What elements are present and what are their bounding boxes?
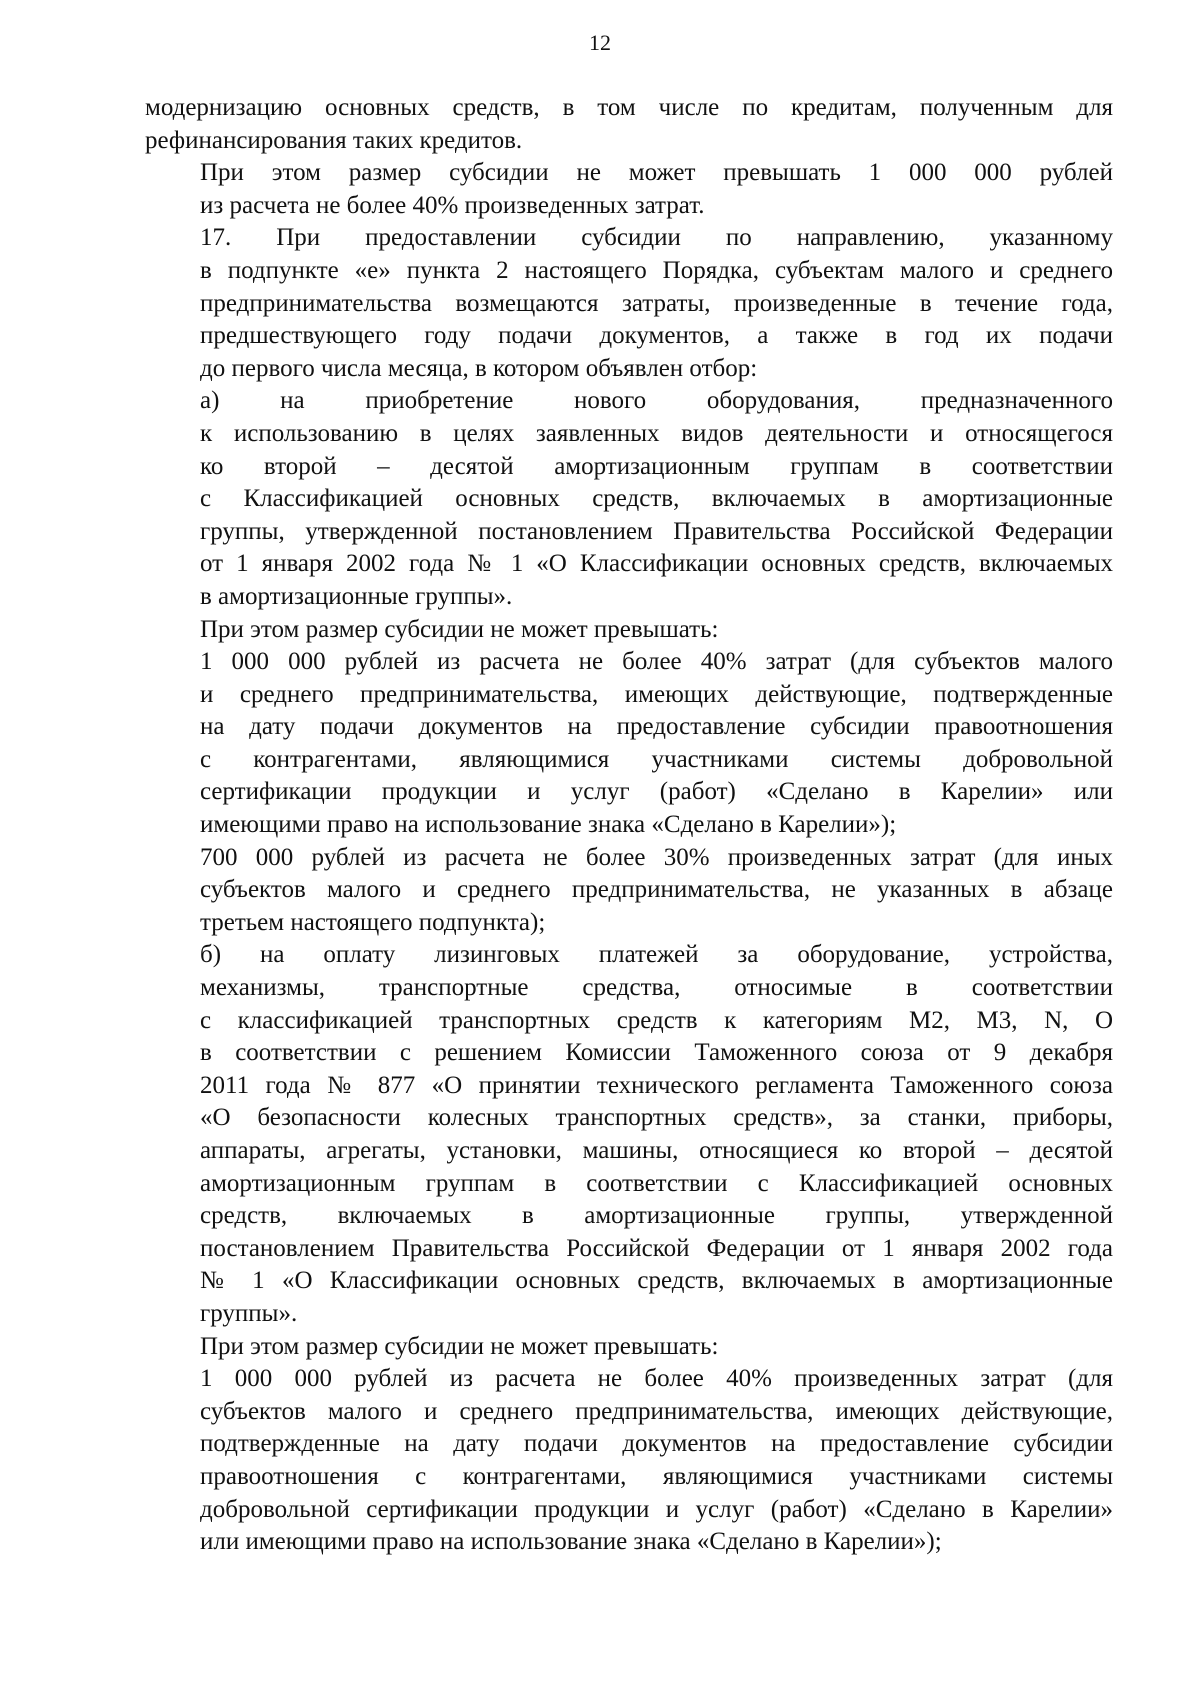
text-line: № 1 «О Классификации основных средств, включаемых в амортизационные xyxy=(200,1267,1113,1295)
text-line: с классификацией транспортных средств к категориям M2, M3, N, O xyxy=(200,1006,1113,1034)
text-line: «О безопасности колесных транспортных средств», за станки, приборы, xyxy=(200,1104,1113,1132)
text-line: аппараты, агрегаты, установки, машины, относящиеся ко второй – десятой xyxy=(200,1137,1113,1164)
text-line: ко второй – десятой амортизационным группам в соответствии xyxy=(200,452,1113,480)
text-line: имеющими право на использование знака «Сделано в Карелии»); xyxy=(200,811,897,839)
paragraph-limit-3-a xyxy=(145,1363,1113,1559)
text-line: механизмы, транспортные средства, относимые в соответствии xyxy=(200,974,1113,1002)
text-line: 2011 года № 877 «О принятии технического регламента Таможенного союза xyxy=(200,1071,1113,1099)
paragraph-continuation xyxy=(145,92,1113,157)
paragraph-limit-1 xyxy=(145,157,1113,222)
paragraph-limit-2-a xyxy=(145,646,1113,842)
text-line: постановлением Правительства Российской Федерации от 1 января 2002 года xyxy=(200,1234,1113,1262)
text-line: третьем настоящего подпункта); xyxy=(200,908,546,936)
paragraph-limit-3-intro xyxy=(145,1331,1113,1364)
text-line: на дату подачи документов на предоставление субсидии правоотношения xyxy=(200,713,1113,741)
text-line: б) на оплату лизинговых платежей за оборудование, устройства, xyxy=(200,941,1113,969)
text-line: с контрагентами, являющимися участниками системы добровольной xyxy=(200,745,1113,773)
paragraph-limit-2-b xyxy=(145,842,1113,940)
text-line: субъектов малого и среднего предпринимательства, не указанных в абзаце xyxy=(200,876,1113,904)
paragraph-subitem-b xyxy=(145,939,1113,1330)
text-line: 1 000 000 рублей из расчета не более 40% затрат (для субъектов малого xyxy=(200,648,1113,676)
document-body xyxy=(145,92,1113,1559)
text-line: правоотношения с контрагентами, являющимися участниками системы xyxy=(200,1462,1113,1490)
text-line: При этом размер субсидии не может превышать: xyxy=(200,1332,719,1360)
text-line: из расчета не более 40% произведенных затрат. xyxy=(200,191,705,219)
paragraph-limit-2-intro xyxy=(145,614,1113,647)
text-line: 1 000 000 рублей из расчета не более 40% произведенных затрат (для xyxy=(200,1365,1113,1393)
text-line: от 1 января 2002 года № 1 «О Классификации основных средств, включаемых xyxy=(200,550,1113,578)
text-line: амортизационным группам в соответствии с Классификацией основных xyxy=(200,1169,1113,1197)
text-line: модернизацию основных средств, в том числе по кредитам, полученным для xyxy=(145,94,1113,121)
text-line: 17. При предоставлении субсидии по направлению, указанному xyxy=(200,224,1113,252)
page-number: 12 xyxy=(589,30,611,55)
paragraph-subitem-a xyxy=(145,385,1113,613)
paragraph-item-17 xyxy=(145,222,1113,385)
text-line: группы, утвержденной постановлением Правительства Российской Федерации xyxy=(200,517,1113,545)
text-line: к использованию в целях заявленных видов деятельности и относящегося xyxy=(200,419,1113,447)
text-line: При этом размер субсидии не может превышать 1 000 000 рублей xyxy=(200,159,1113,187)
text-line: рефинансирования таких кредитов. xyxy=(145,126,523,154)
text-line: сертификации продукции и услуг (работ) «Сделано в Карелии» или xyxy=(200,778,1113,806)
text-line: и среднего предпринимательства, имеющих действующие, подтвержденные xyxy=(200,680,1113,708)
text-line: подтвержденные на дату подачи документов на предоставление субсидии xyxy=(200,1430,1113,1458)
text-line: предшествующего году подачи документов, а также в год их подачи xyxy=(200,322,1113,350)
text-line: а) на приобретение нового оборудования, предназначенного xyxy=(200,387,1113,415)
text-line: группы». xyxy=(200,1299,298,1327)
text-line: в амортизационные группы». xyxy=(200,582,513,610)
text-line: субъектов малого и среднего предпринимательства, имеющих действующие, xyxy=(200,1397,1113,1425)
text-line: средств, включаемых в амортизационные группы, утвержденной xyxy=(200,1202,1113,1230)
text-line: в подпункте «е» пункта 2 настоящего Порядка, субъектам малого и среднего xyxy=(200,256,1113,284)
text-line: до первого числа месяца, в котором объявлен отбор: xyxy=(200,354,758,382)
text-line: предпринимательства возмещаются затраты, произведенные в течение года, xyxy=(200,289,1113,317)
text-line: 700 000 рублей из расчета не более 30% произведенных затрат (для иных xyxy=(200,843,1113,871)
text-line: с Классификацией основных средств, включаемых в амортизационные xyxy=(200,485,1113,513)
text-line: в соответствии с решением Комиссии Таможенного союза от 9 декабря xyxy=(200,1039,1113,1067)
text-line: При этом размер субсидии не может превышать: xyxy=(200,615,719,643)
text-line: или имеющими право на использование знака «Сделано в Карелии»); xyxy=(200,1528,942,1556)
text-line: добровольной сертификации продукции и услуг (работ) «Сделано в Карелии» xyxy=(200,1495,1113,1523)
